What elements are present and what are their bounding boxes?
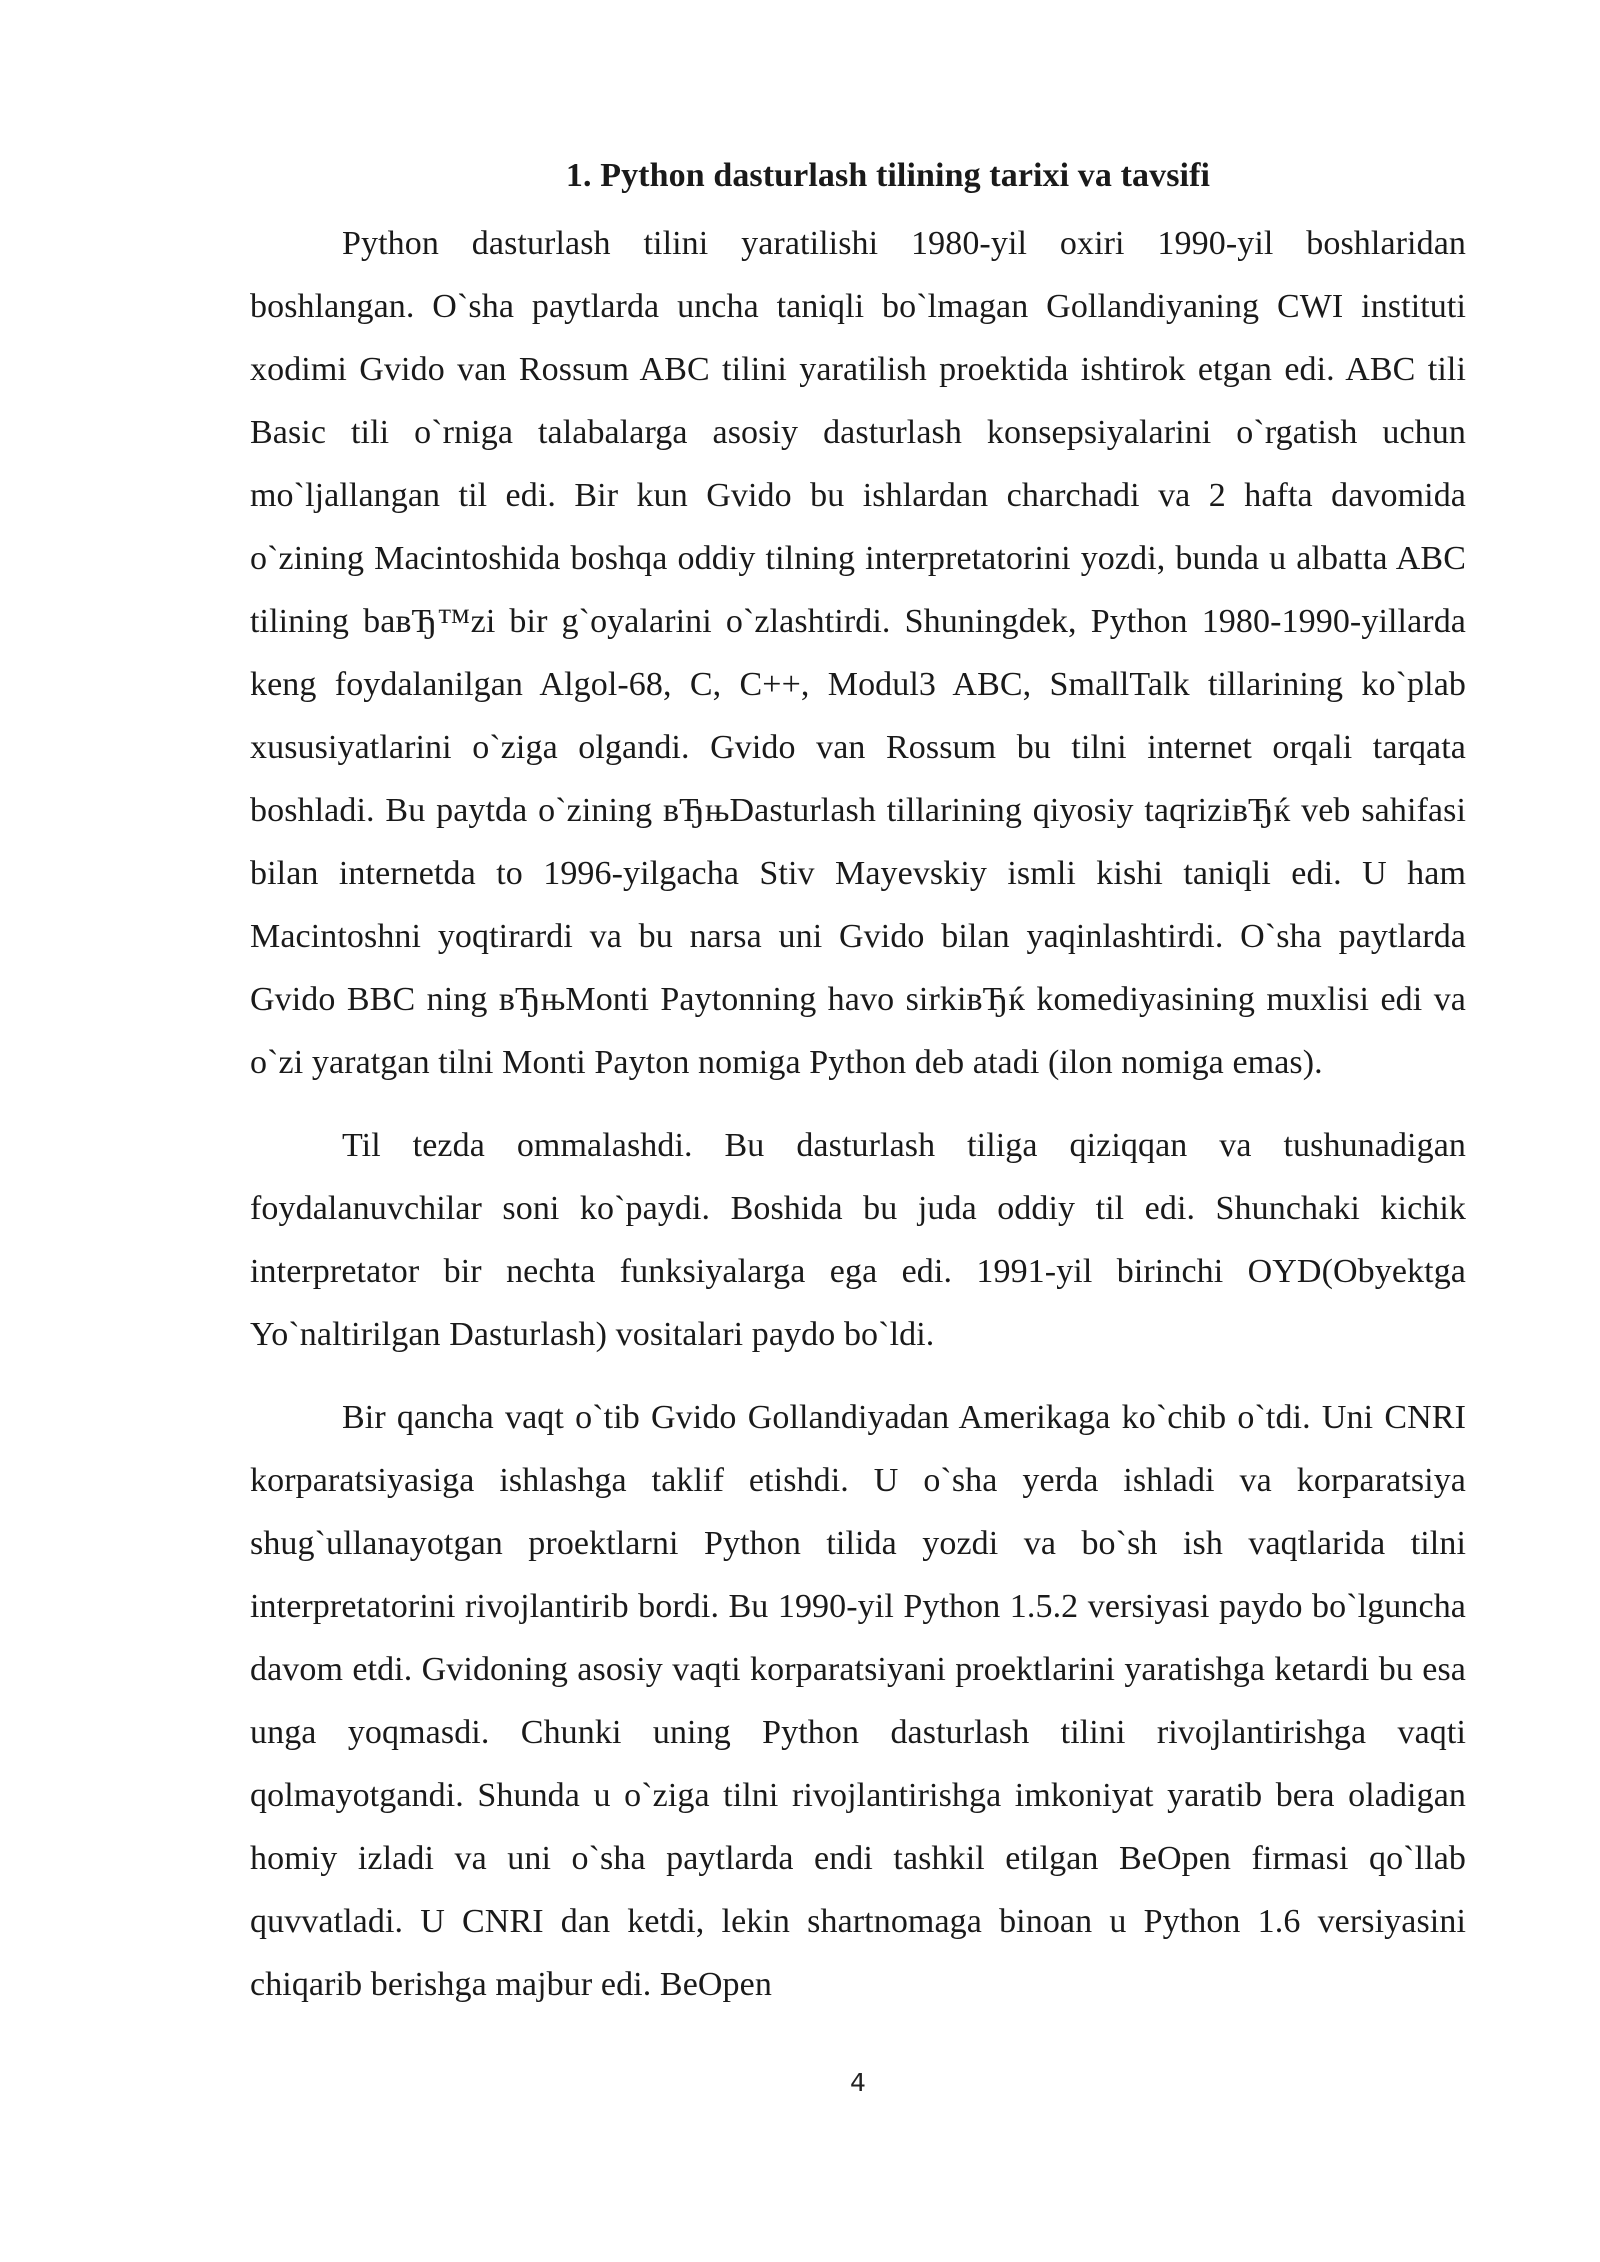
section-title: 1. Python dasturlash tilining tarixi va tavsifi: [565, 157, 1211, 194]
paragraph-history: Python dasturlash tilini yaratilishi 1980-yil oxiri 1990-yil boshlaridan boshlangan. O`sha paytlarda uncha taniqli bo`lmagan Gollandiyaning CWI instituti xodimi Gvido van Rossum ABC tilini yaratilish proektida ishtirok etgan edi. ABC tili Basic tili o`rniga talabalarga asosiy dasturlash konsepsiyalarini o`rgatish uchun mo`ljallangan til edi. Bir kun Gvido bu ishlardan charchadi va 2 hafta davomida o`zining Macintoshida boshqa oddiy tilning interpretatorini yozdi, bunda u albatta ABC tilining baвЂ™zi bir g`oyalarini o`zlashtirdi. Shuningdek, Python 1980-1990-yillarda keng foydalanilgan Algol-68, C, C++, Modul3 ABC, SmallTalk tillarining ko`plab xususiyatlarini o`ziga olgandi. Gvido van Rossum bu tilni internet orqali tarqata boshladi. Bu paytda o`zining вЂњDasturlash tillarining qiyosiy taqriziвЂќ veb sahifasi bilan internetda to 1996-yilgacha Stiv Mayevskiy ismli kishi taniqli edi. U ham Macintoshni yoqtirardi va bu narsa uni Gvido bilan yaqinlashtirdi. O`sha paytlarda Gvido BBC ning вЂњMonti Paytonning havo sirkiвЂќ komediyasining muxlisi edi va o`zi yaratgan tilni Monti Payton nomiga Python deb atadi (ilon nomiga emas).: [250, 225, 1466, 1081]
page-number: 4: [850, 2068, 866, 2097]
page-content: [250, 150, 1466, 2036]
paragraph-cnri: Bir qancha vaqt o`tib Gvido Gollandiyadan Amerikaga ko`chib o`tdi. Uni CNRI korparatsiyasiga ishlashga taklif etishdi. U o`sha yerda ishladi va korparatsiya shug`ullanayotgan proektlarni Python tilida yozdi va bo`sh ish vaqtlarida tilni interpretatorini rivojlantirib bordi. Bu 1990-yil Python 1.5.2 versiyasi paydo bo`lguncha davom etdi. Gvidoning asosiy vaqti korparatsiyani proektlarini yaratishga ketardi bu esa unga yoqmasdi. Chunki uning Python dasturlash tilini rivojlantirishga vaqti qolmayotgandi. Shunda u o`ziga tilni rivojlantirishga imkoniyat yaratib bera oladigan homiy izladi va uni o`sha paytlarda endi tashkil etilgan BeOpen firmasi qo`llab quvvatladi. U CNRI dan ketdi, lekin shartnomaga binoan u Python 1.6 versiyasini chiqarib berishga majbur edi. BeOpen: [250, 1399, 1466, 2003]
paragraph-popularity: Til tezda ommalashdi. Bu dasturlash tiliga qiziqqan va tushunadigan foydalanuvchilar soni ko`paydi. Boshida bu juda oddiy til edi. Shunchaki kichik interpretator bir nechta funksiyalarga ega edi. 1991-yil birinchi OYD(Obyektga Yo`naltirilgan Dasturlash) vositalari paydo bo`ldi.: [250, 1127, 1466, 1353]
